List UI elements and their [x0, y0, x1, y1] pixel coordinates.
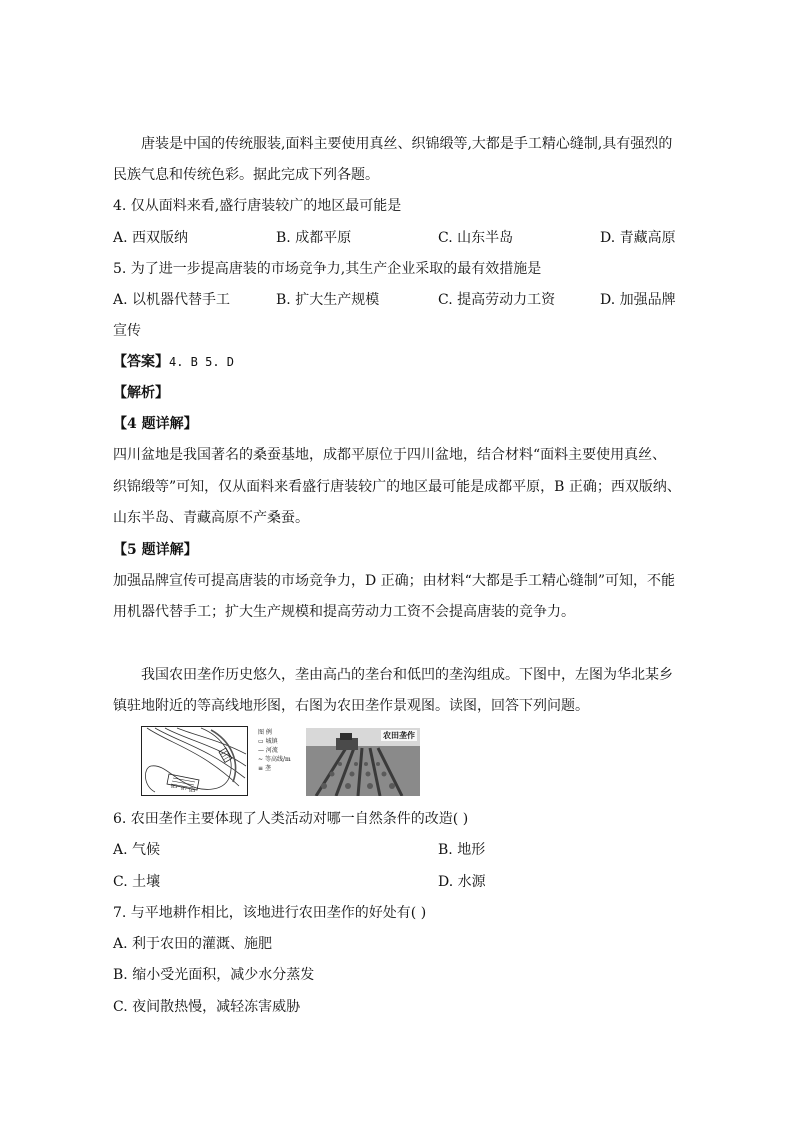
passage2-line2: 镇驻地附近的等高线地形图，右图为农田垄作景观图。读图，回答下列问题。	[113, 698, 589, 714]
q7-option-a: A. 利于农田的灌溉、施肥	[113, 936, 273, 952]
q6-option-c: C. 土壤	[113, 874, 161, 890]
analysis-label: 【解析】	[113, 385, 169, 401]
q4-option-a: A. 西双版纳	[113, 230, 189, 246]
figure	[141, 726, 422, 798]
q5-option-b: B. 扩大生产规模	[276, 292, 380, 308]
detail4-line2: 织锦缎等”可知，仅从面料来看盛行唐装较广的地区最可能是成都平原，B 正确；西双版纳、	[113, 479, 681, 495]
legend-item-town: ▭ 城镇	[258, 738, 278, 745]
answer-line	[113, 352, 234, 372]
q4-option-b: B. 成都平原	[276, 230, 352, 246]
ridge-farming-photo	[306, 728, 420, 796]
detail4-line1: 四川盆地是我国著名的桑蚕基地，成都平原位于四川盆地，结合材料“面料主要使用真丝、	[113, 447, 667, 463]
q7-stem: 7. 与平地耕作相比，该地进行农田垄作的好处有( )	[113, 905, 427, 921]
legend-title: 图 例	[258, 729, 272, 736]
q5-stem: 5. 为了进一步提高唐装的市场竞争力,其生产企业采取的最有效措施是	[113, 261, 542, 277]
q5-option-d-wrap: 宣传	[113, 323, 141, 339]
q4-stem: 4. 仅从面料来看,盛行唐装较广的地区最可能是	[113, 198, 402, 214]
photo-label: 农田垄作	[383, 730, 415, 740]
answer-label: 【答案】	[113, 354, 169, 370]
detail4-line3: 山东半岛、青藏高原不产桑蚕。	[113, 510, 309, 526]
legend-item-ridge: ≡ 垄	[258, 765, 271, 772]
q4-option-d: D. 青藏高原	[600, 230, 676, 246]
detail5-title: 【5 题详解】	[113, 542, 198, 558]
q5-option-a: A. 以机器代替手工	[113, 292, 231, 308]
q7-option-b: B. 缩小受光面积，减少水分蒸发	[113, 967, 315, 983]
contour-label-2: 87	[181, 786, 188, 792]
q6-option-d: D. 水源	[438, 874, 486, 890]
passage1-line2: 民族气息和传统色彩。据此完成下列各题。	[113, 167, 379, 183]
q5-option-c: C. 提高劳动力工资	[438, 292, 556, 308]
map-legend	[258, 728, 291, 773]
detail5-line2: 用机器代替手工；扩大生产规模和提高劳动力工资不会提高唐装的竞争力。	[113, 604, 575, 620]
legend-item-contour: ~ 等高线/m	[258, 756, 291, 763]
q7-option-c: C. 夜间散热慢，减轻冻害威胁	[113, 999, 301, 1015]
q4-option-c: C. 山东半岛	[438, 230, 514, 246]
passage2-line1: 我国农田垄作历史悠久，垄由高凸的垄台和低凹的垄沟组成。下图中，左图为华北某乡	[141, 667, 673, 683]
q6-stem: 6. 农田垄作主要体现了人类活动对哪一自然条件的改造( )	[113, 811, 469, 827]
legend-item-river: — 河流	[258, 747, 278, 754]
contour-label-1: 85	[171, 784, 178, 790]
q5-option-d: D. 加强品牌	[600, 292, 676, 308]
q6-option-b: B. 地形	[438, 842, 486, 858]
passage1-line1: 唐装是中国的传统服装,面料主要使用真丝、织锦缎等,大都是手工精心缝制,具有强烈的	[141, 136, 673, 152]
answer-text: 4. B 5. D	[169, 355, 235, 369]
q6-option-a: A. 气候	[113, 842, 161, 858]
detail5-line1: 加强品牌宣传可提高唐装的市场竞争力，D 正确；由材料“大都是手工精心缝制”可知，不能	[113, 573, 675, 589]
detail4-title: 【4 题详解】	[113, 416, 198, 432]
contour-label-3: 85	[189, 788, 196, 794]
